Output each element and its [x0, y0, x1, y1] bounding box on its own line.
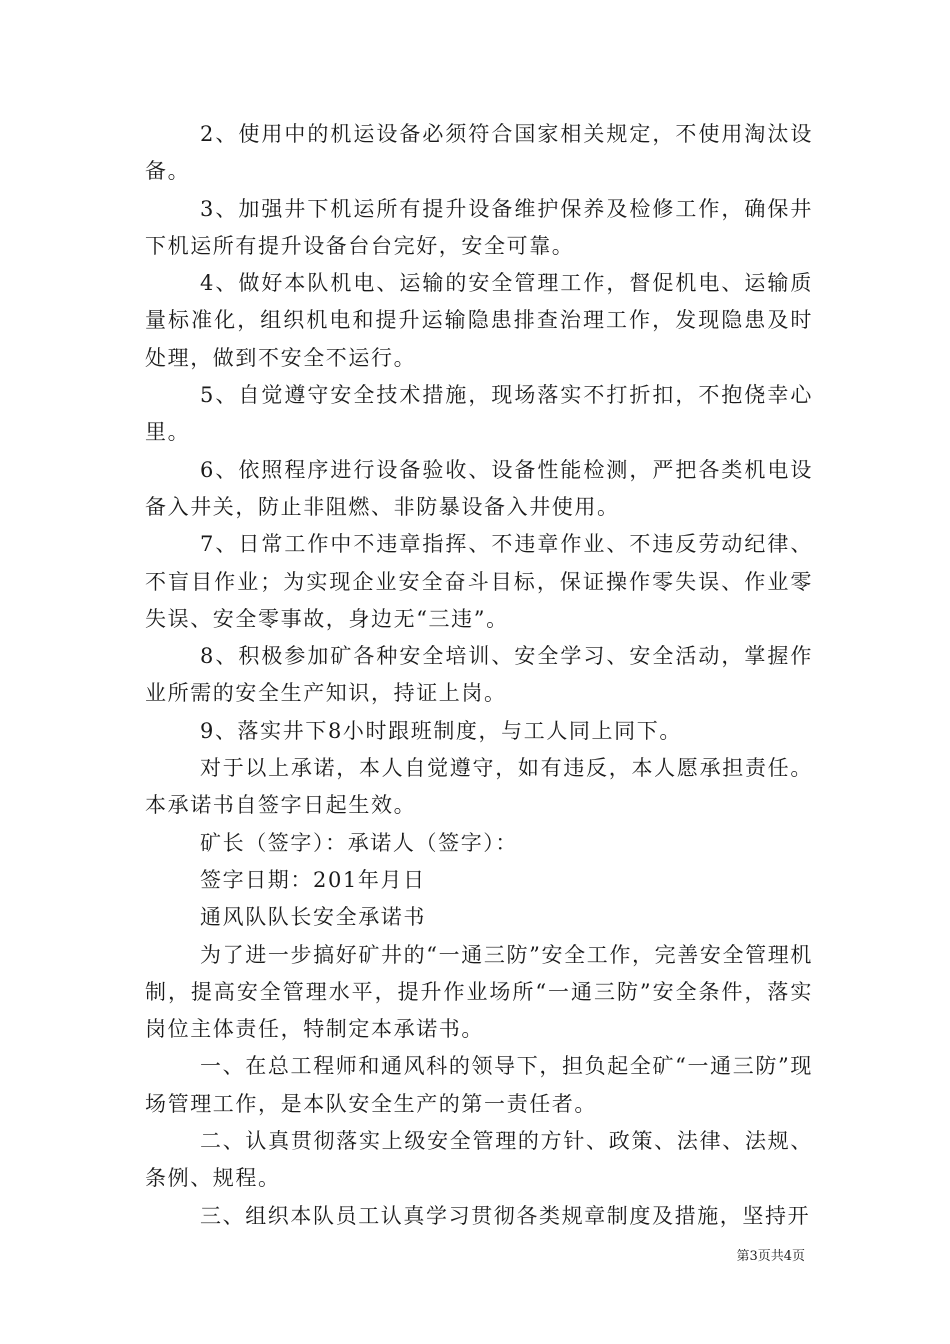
document-body	[145, 116, 813, 1235]
paragraph-item-5: 5、自觉遵守安全技术措施，现场落实不打折扣，不抱侥幸心里。	[145, 383, 813, 445]
intro-paragraph: 为了进一步搞好矿井的“一通三防”安全工作，完善安全管理机制，提高安全管理水平，提升作业场所“一通三防”安全条件，落实岗位主体责任，特制定本承诺书。	[145, 942, 813, 1042]
signature-line: 矿长（签字）：承诺人（签字）：	[200, 830, 518, 855]
signature-date: 签字日期：201年月日	[200, 867, 426, 892]
clause-two: 二、认真贯彻落实上级安全管理的方针、政策、法律、法规、条例、规程。	[145, 1129, 813, 1191]
page-number: 第3页共4页	[736, 1249, 805, 1264]
paragraph-item-4: 4、做好本队机电、运输的安全管理工作，督促机电、运输质量标准化，组织机电和提升运输隐患排查治理工作，发现隐患及时处理，做到不安全不运行。	[145, 271, 813, 370]
paragraph-item-7: 7、日常工作中不违章指挥、不违章作业、不违反劳动纪律、不盲目作业；为实现企业安全奋斗目标，保证操作零失误、作业零失误、安全零事故，身边无“三违”。	[145, 532, 813, 631]
commitment-statement: 对于以上承诺，本人自觉遵守，如有违反，本人愿承担责任。本承诺书自签字日起生效。	[145, 756, 813, 818]
clause-three: 三、组织本队员工认真学习贯彻各类规章制度及措施，坚持开	[200, 1203, 811, 1228]
section-heading: 通风队队长安全承诺书	[200, 905, 426, 930]
paragraph-item-3: 3、加强井下机运所有提升设备维护保养及检修工作，确保井下机运所有提升设备台台完好，安全可靠。	[145, 196, 813, 258]
paragraph-item-6: 6、依照程序进行设备验收、设备性能检测，严把各类机电设备入井关，防止非阻燃、非防暴设备入井使用。	[145, 457, 813, 519]
paragraph-item-8: 8、积极参加矿各种安全培训、安全学习、安全活动，掌握作业所需的安全生产知识，持证上岗。	[145, 644, 813, 706]
clause-one: 一、在总工程师和通风科的领导下，担负起全矿“一通三防”现场管理工作，是本队安全生产的第一责任者。	[145, 1054, 813, 1116]
paragraph-item-2: 2、使用中的机运设备必须符合国家相关规定，不使用淘汰设备。	[145, 122, 813, 184]
paragraph-item-9: 9、落实井下8小时跟班制度，与工人同上同下。	[200, 718, 682, 743]
